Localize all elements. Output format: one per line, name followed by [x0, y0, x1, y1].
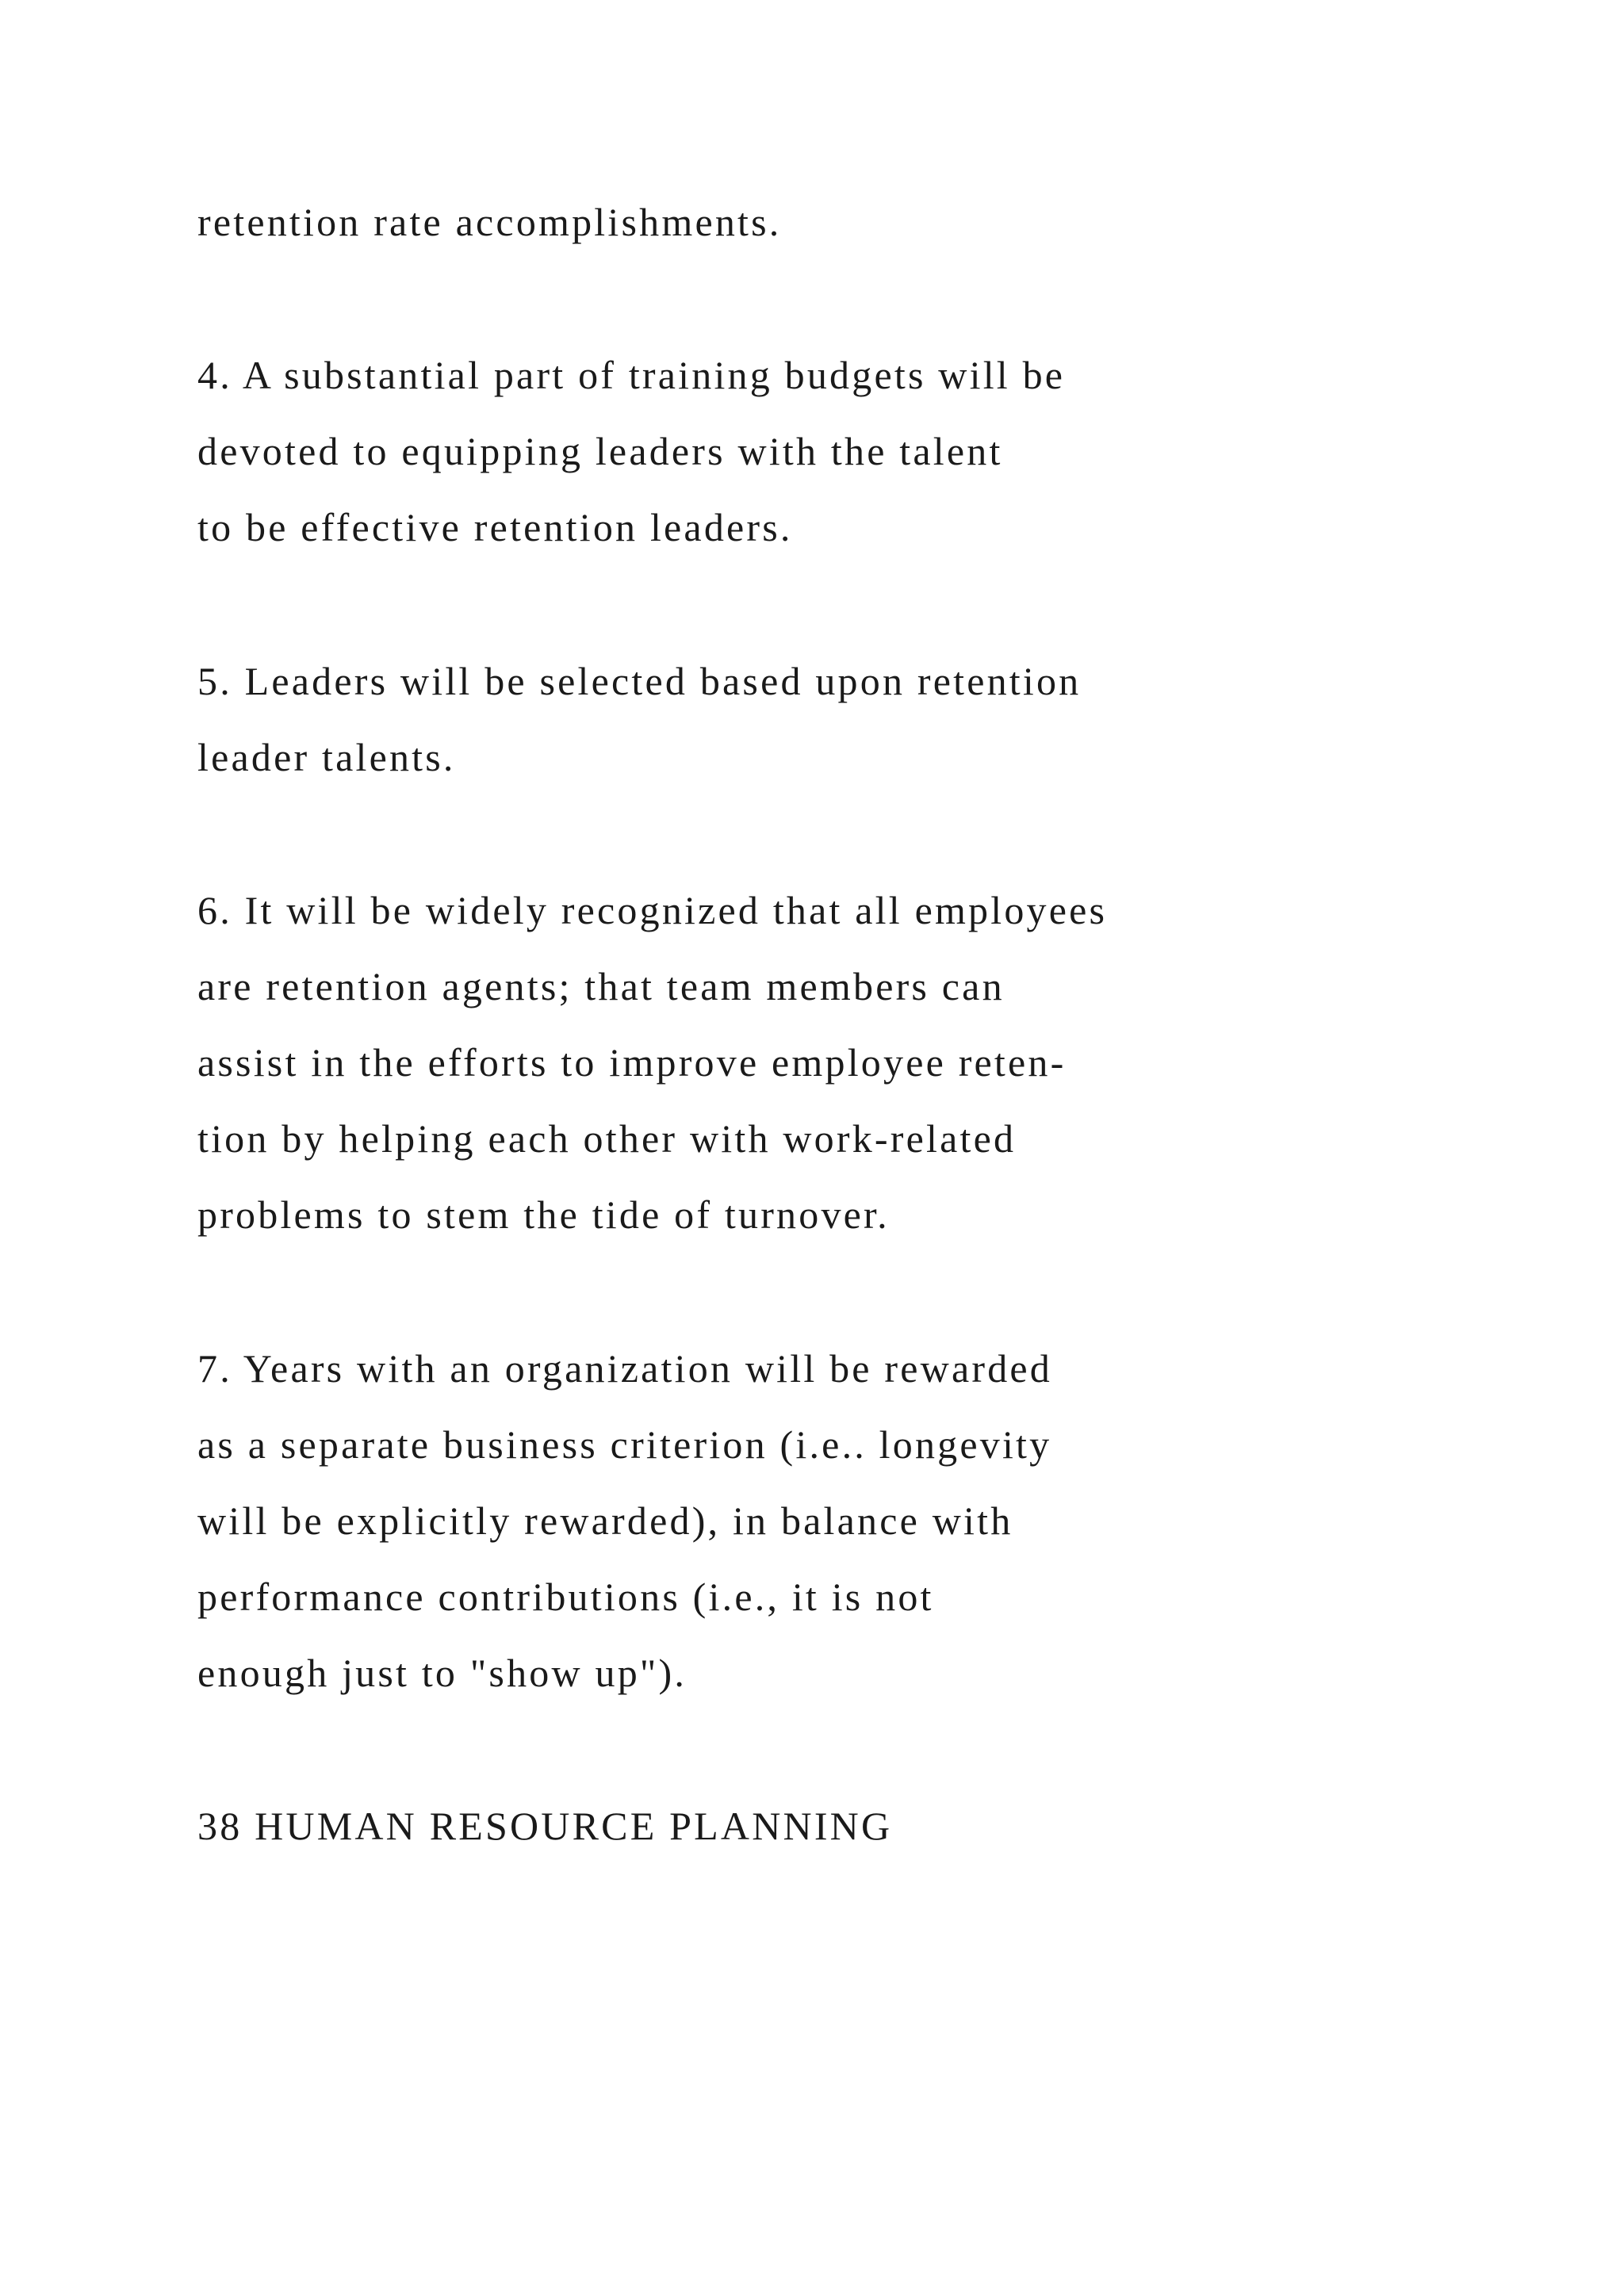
list-item-7-line-4: performance contributions (i.e., it is not: [197, 1575, 934, 1619]
list-item-7-line-1: 7. Years with an organization will be rewarded: [197, 1346, 1052, 1391]
list-item-7-line-5: enough just to "show up").: [197, 1651, 688, 1695]
list-item-7-line-3: will be explicitly rewarded), in balance with: [197, 1498, 1013, 1543]
list-item-6-line-2: are retention agents; that team members can: [197, 964, 1005, 1008]
list-item-6-line-5: problems to stem the tide of turnover.: [197, 1192, 890, 1237]
list-item-6-line-1: 6. It will be widely recognized that all employees: [197, 888, 1108, 932]
list-item-7-line-2: as a separate business criterion (i.e.. longevity: [197, 1422, 1052, 1467]
text-line: retention rate accomplishments.: [197, 200, 782, 244]
running-footer: 38 HUMAN RESOURCE PLANNING: [197, 1804, 893, 1848]
list-item-6-line-3: assist in the efforts to improve employee reten-: [197, 1040, 1067, 1085]
list-item-5-line-2: leader talents.: [197, 735, 456, 779]
list-item-4-line-2: devoted to equipping leaders with the talent: [197, 429, 1003, 473]
list-item-4-line-1: 4. A substantial part of training budgets will be: [197, 353, 1066, 397]
list-item-6-line-4: tion by helping each other with work-related: [197, 1116, 1017, 1161]
list-item-4-line-3: to be effective retention leaders.: [197, 505, 793, 549]
list-item-5-line-1: 5. Leaders will be selected based upon retention: [197, 659, 1082, 703]
